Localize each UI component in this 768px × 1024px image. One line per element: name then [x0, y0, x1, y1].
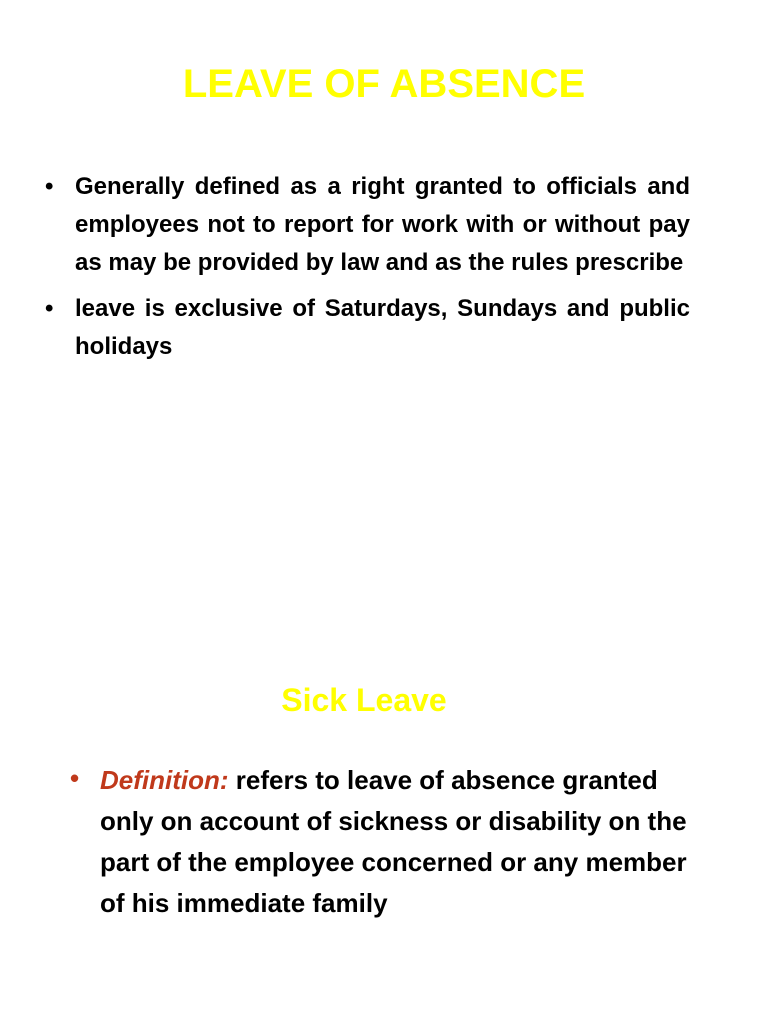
slide-title: Sick Leave [281, 682, 447, 718]
bullet-list [70, 760, 690, 924]
bullet-icon: • [45, 295, 54, 322]
bullet-icon: • [45, 173, 54, 200]
bullet-item [45, 168, 690, 282]
bullet-icon: • [70, 763, 80, 793]
bullet-list [45, 168, 690, 374]
bullet-item [70, 760, 690, 924]
definition-text: refers to leave of absence granted only on account of sickness or disability on the part of the employee concerned or any member of his immediate family [100, 765, 687, 918]
definition-label: Definition: [100, 765, 229, 795]
bullet-item [45, 290, 690, 366]
slide-title: LEAVE OF ABSENCE [182, 62, 586, 106]
bullet-text: Generally defined as a right granted to officials and employees not to report for work with or without pay as may be provided by law and as the rules prescribe [75, 173, 690, 276]
slide-sick-leave [0, 512, 768, 1024]
bullet-text: leave is exclusive of Saturdays, Sundays and public holidays [75, 295, 690, 360]
